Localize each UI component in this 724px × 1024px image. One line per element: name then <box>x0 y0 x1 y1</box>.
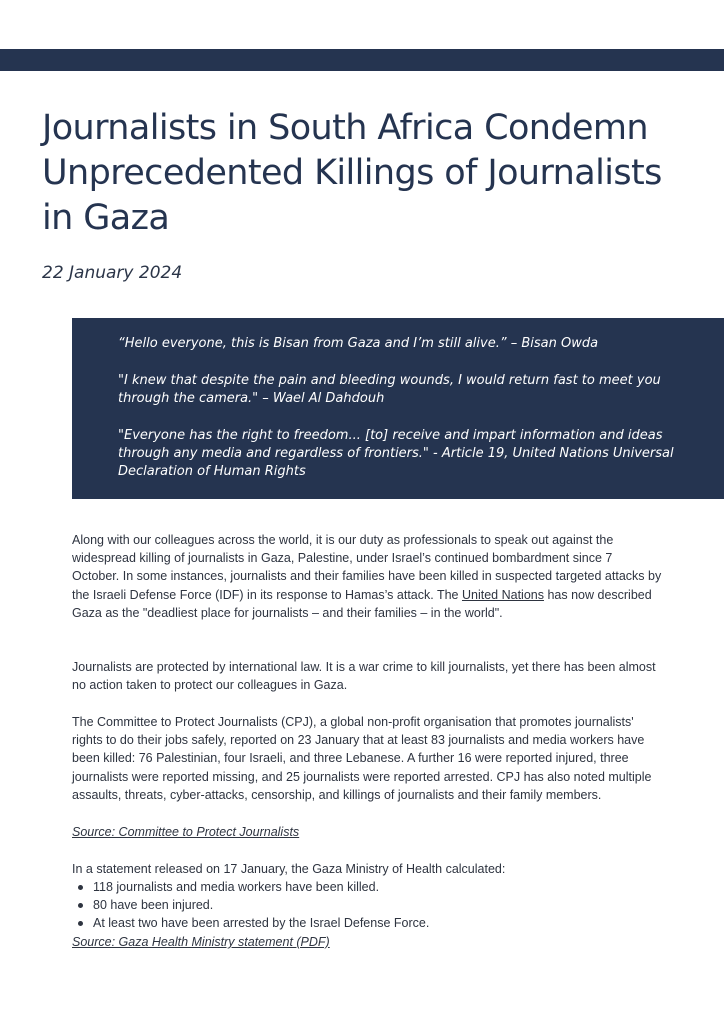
paragraph-cpj-report: The Committee to Protect Journalists (CPJ), a global non-profit organisation that promotes journalists' rights to do their jobs safely, reported on 23 January that at least 83 journalists and media workers have been killed: 76 Palestinian, four Israeli, and three Lebanese. A further 16 were reported injured, three journalists were reported missing, and 25 journalists were reported arrested. CPJ has also noted multiple assaults, threats, cyber-attacks, censorship, and killings of journalists and their family members. <box>72 715 652 802</box>
quote-wael-al-dahdouh: "I knew that despite the pain and bleeding wounds, I would return fast to meet you through the camera." – Wael Al Dahdouh <box>118 373 661 406</box>
paragraph-intro <box>72 531 662 622</box>
quote-bisan-owda: “Hello everyone, this is Bisan from Gaza and I’m still alive.” – Bisan Owda <box>118 336 599 351</box>
bullet-icon <box>78 903 83 908</box>
paragraph-intro-text: Along with our colleagues across the world, it is our duty as professionals to speak out against the widespread killing of journalists in Gaza, Palestine, under Israel’s continued bombardment since 7 October. In some instances, journalists and their families have been killed in suspected targeted attacks by the Israeli Defense Force (IDF) in its response to Hamas’s attack. The <box>72 533 662 602</box>
list-item <box>72 878 662 896</box>
list-item-text: At least two have been arrested by the Israel Defense Force. <box>93 916 430 931</box>
header-bar <box>0 49 724 71</box>
list-item <box>72 914 662 932</box>
list-item-text: 80 have been injured. <box>93 898 214 913</box>
paragraph-international-law: Journalists are protected by international law. It is a war crime to kill journalists, yet there has been almost no action taken to protect our colleagues in Gaza. <box>72 660 656 693</box>
source-health-ministry-link[interactable]: Source: Gaza Health Ministry statement (PDF) <box>72 935 330 949</box>
paragraph-intro-text-end: has now described Gaza as the "deadliest place for journalists – and their families – in the world". <box>72 587 652 620</box>
bullet-icon <box>78 885 83 890</box>
statistics-list <box>72 878 662 933</box>
publication-date: 22 January 2024 <box>42 263 183 283</box>
paragraph-health-ministry: In a statement released on 17 January, the Gaza Ministry of Health calculated: <box>72 862 506 876</box>
page-title: Journalists in South Africa Condemn Unprecedented Killings of Journalists in Gaza <box>42 108 662 238</box>
list-item <box>72 896 662 914</box>
bullet-icon <box>78 921 83 926</box>
list-item-text: 118 journalists and media workers have been killed. <box>93 880 380 894</box>
quote-article-19: "Everyone has the right to freedom... [to] receive and impart information and ideas through any media and regardless of frontiers." - Article 19, United Nations Universal Declaration of Human Rights <box>118 428 674 479</box>
source-cpj-link[interactable]: Source: Committee to Protect Journalists <box>72 825 300 839</box>
united-nations-link[interactable]: United Nations <box>461 587 544 602</box>
